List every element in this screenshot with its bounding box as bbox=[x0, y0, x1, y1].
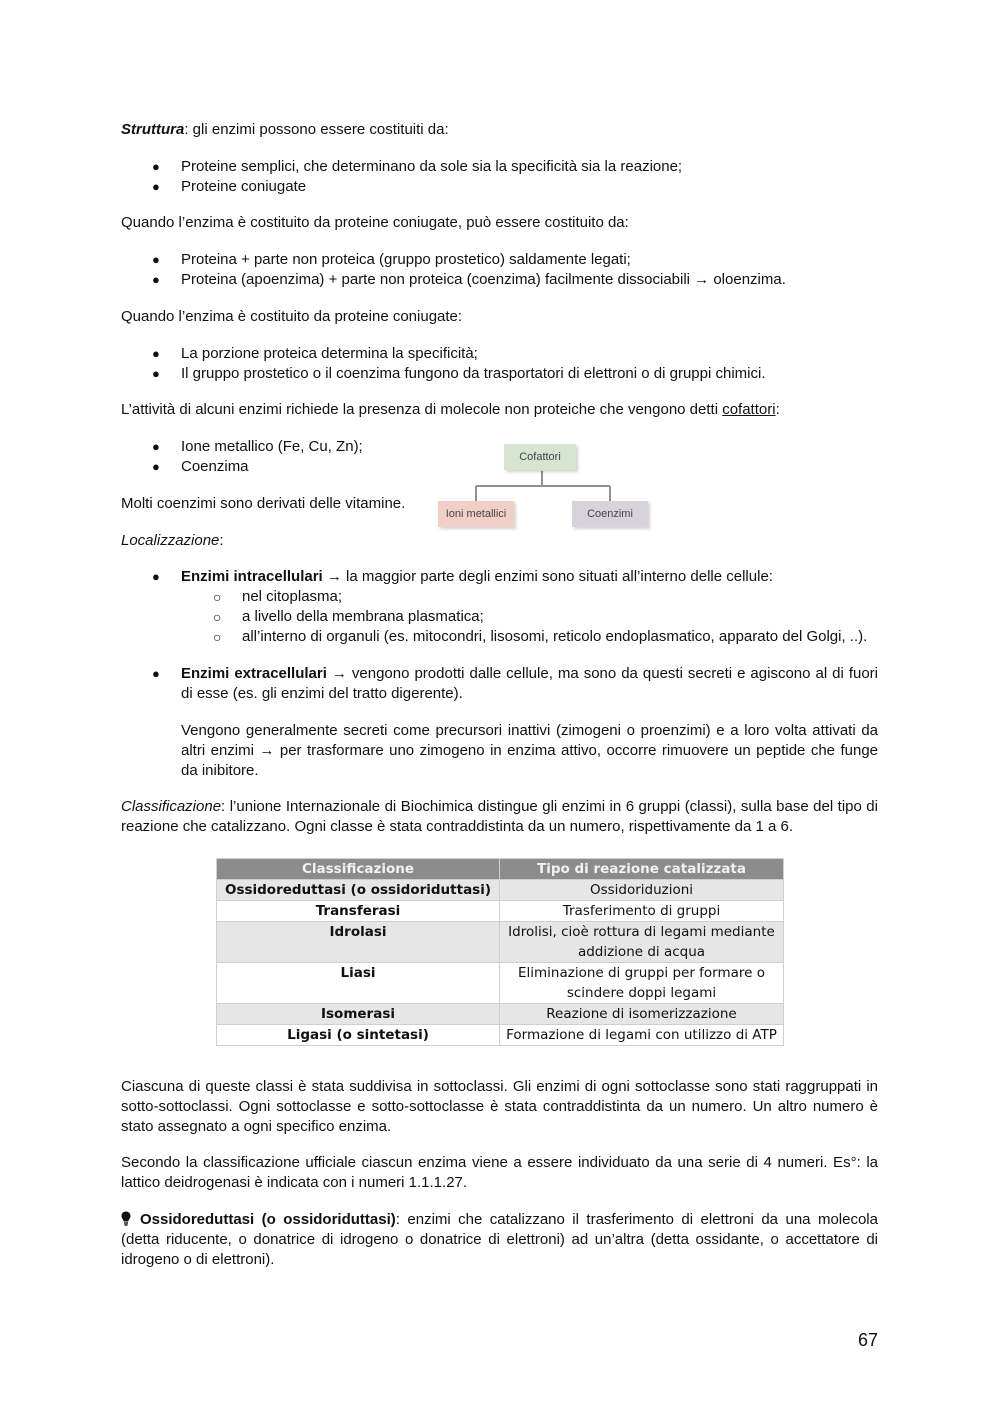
table-header: Classificazione bbox=[217, 859, 500, 880]
list-item: ● Proteine coniugate bbox=[152, 178, 307, 195]
list-item: ● Ione metallico (Fe, Cu, Zn); bbox=[152, 438, 363, 455]
table-header: Tipo di reazione catalizzata bbox=[500, 859, 784, 880]
table-row: Transferasi Trasferimento di gruppi bbox=[217, 901, 784, 922]
list-item: ● Proteina + parte non proteica (gruppo prostetico) saldamente legati; bbox=[152, 251, 631, 268]
table-row: Isomerasi Reazione di isomerizzazione bbox=[217, 1004, 784, 1025]
structure-list bbox=[152, 157, 881, 197]
conjugated-paragraph-2: Quando l’enzima è costituito da proteine coniugate: bbox=[121, 308, 463, 325]
coenzimi-node: Coenzimi bbox=[572, 501, 648, 527]
ioni-metallici-node: Ioni metallici bbox=[438, 501, 514, 527]
extracellular-list bbox=[152, 664, 878, 704]
classification-table bbox=[216, 858, 784, 1046]
cofactor-list bbox=[152, 437, 431, 477]
table-header-row bbox=[217, 859, 784, 880]
lightbulb-icon bbox=[121, 1211, 131, 1226]
cofactor-diagram bbox=[436, 440, 656, 532]
table-row: Ligasi (o sintetasi) Formazione di legami con utilizzo di ATP bbox=[217, 1025, 784, 1046]
conjugated-paragraph: Quando l’enzima è costituito da proteine coniugate, può essere costituito da: bbox=[121, 214, 629, 231]
list-item: ○ all’interno di organuli (es. mitocondri, lisosomi, reticolo endoplasmatico, apparato del Golgi, ..). bbox=[213, 628, 868, 645]
table-row: Ossidoreduttasi (o ossidoriduttasi) Ossidoriduzioni bbox=[217, 880, 784, 901]
structure-paragraph: Struttura: gli enzimi possono essere costituiti da: bbox=[121, 121, 449, 138]
list-item: ● Proteine semplici, che determinano da sole sia la specificità sia la reazione; bbox=[152, 158, 683, 175]
subclass-paragraph: Ciascuna di queste classi è stata suddivisa in sottoclassi. Gli enzimi di ogni sottoclasse sono stati raggruppati in sotto-sottoclassi. Ogni sottoclasse e sotto-sottoclasse è stata contraddistinta da un numero. Un altro numero è stato assegnato a ogni specifico enzima. bbox=[121, 1078, 878, 1135]
list-item: ● Coenzima bbox=[152, 458, 249, 475]
numbering-paragraph: Secondo la classificazione ufficiale ciascun enzima viene a essere individuato da una serie di 4 numeri. Es°: la lattico deidrogenasi è indicata con i numeri 1.1.1.27. bbox=[121, 1154, 878, 1191]
localization-list bbox=[152, 567, 881, 587]
list-item: ● La porzione proteica determina la specificità; bbox=[152, 345, 478, 362]
cofactor-paragraph: L’attività di alcuni enzimi richiede la presenza di molecole non proteiche che vengono detti cofattori: bbox=[121, 401, 780, 418]
vitamin-paragraph: Molti coenzimi sono derivati delle vitamine. bbox=[121, 495, 406, 512]
cofattori-node: Cofattori bbox=[504, 444, 576, 470]
cofattori-term: cofattori bbox=[722, 401, 776, 418]
role-list bbox=[152, 344, 881, 384]
list-item: ● Proteina (apoenzima) + parte non proteica (coenzima) facilmente dissociabili → oloenzima. bbox=[152, 271, 786, 288]
list-item: ● Il gruppo prostetico o il coenzima fungono da trasportatori di elettroni o di gruppi chimici. bbox=[152, 365, 766, 382]
zymogen-paragraph: Vengono generalmente secreti come precursori inattivi (zimogeni o proenzimi) e a loro volta attivati da altri enzimi → per trasformare uno zimogeno in enzima attivo, occorre rimuovere un peptide che funge da inibitore. bbox=[181, 722, 878, 779]
list-item: ○ a livello della membrana plasmatica; bbox=[213, 608, 484, 625]
localization-label: Localizzazione: bbox=[121, 532, 224, 549]
page-number: 67 bbox=[857, 1330, 878, 1350]
conjugated-list bbox=[152, 250, 881, 290]
classification-paragraph: Classificazione: l’unione Internazionale di Biochimica distingue gli enzimi in 6 gruppi (classi), sulla base del tipo di reazione che catalizzano. Ogni classe è stata contraddistinta da un numero, rispettivamente da 1 a 6. bbox=[121, 798, 878, 835]
intracellular-sublist bbox=[213, 587, 882, 647]
list-item: ● Enzimi intracellulari → la maggior parte degli enzimi sono situati all’interno delle cellule: bbox=[152, 568, 773, 585]
list-item: ○ nel citoplasma; bbox=[213, 588, 343, 605]
oxidoreductase-paragraph: Ossidoreduttasi (o ossidoriduttasi): enzimi che catalizzano il trasferimento di elettroni da una molecola (detta riducente, o donatrice di idrogeno o donatrice di elettroni) ad un’altra (detta ossidante, o accettatore di idrogeno o di elettroni). bbox=[121, 1211, 878, 1268]
table-row: Idrolasi Idrolisi, cioè rottura di legami mediante addizione di acqua bbox=[217, 922, 784, 963]
table-row: Liasi Eliminazione di gruppi per formare o scindere doppi legami bbox=[217, 963, 784, 1004]
list-item: ● Enzimi extracellulari → vengono prodotti dalle cellule, ma sono da questi secreti e agiscono al di fuori di esse (es. gli enzimi del tratto digerente). bbox=[152, 665, 878, 702]
